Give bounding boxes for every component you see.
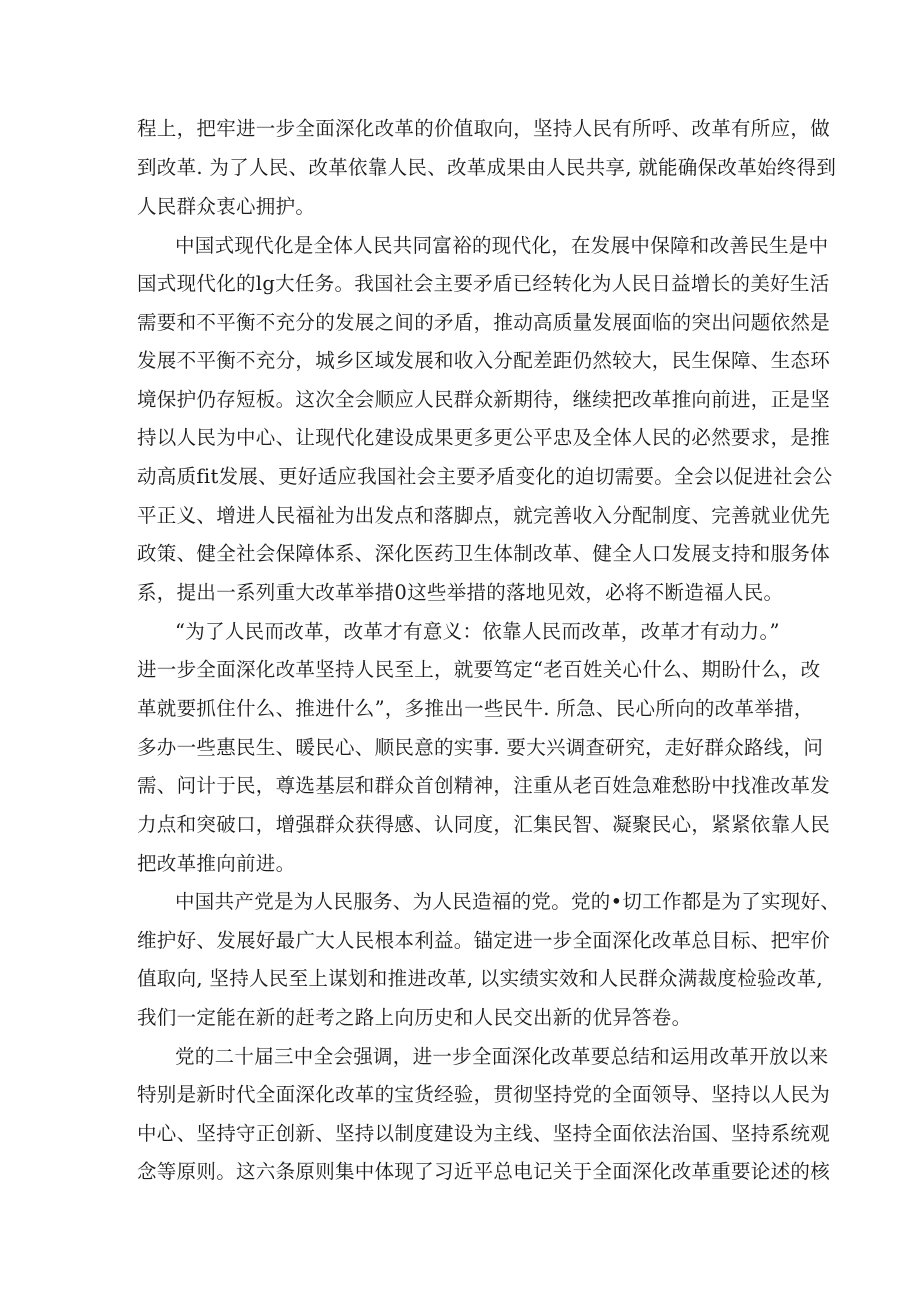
text-line: 到改革. 为了人民、改革依靠人民、改革成果由人民共享, 就能确保改革始终得到 [137,156,837,179]
text-line: 把改革推向前进。 [137,852,296,875]
text-line: 力点和突破口，增强群众获得感、认同度，汇集民智、凝聚民心，紧紧依靠人民 [137,813,831,836]
text-line: 持以人民为中心、让现代化建设成果更多更公平忠及全体人民的必然要求，是推 [137,426,831,449]
text-line: 革就要抓住什么、推进什么”，多推出一些民牛. 所急、民心所向的改革举措， [137,697,814,720]
text-line: 进一步全面深化改革坚持人民至上，就要笃定“老百姓关心什么、期盼什么，改 [137,658,821,681]
text-line: 人民群众衷心拥护。 [137,195,316,218]
text-line: 中心、坚持守正创新、坚持以制度建设为主线、坚持全面依法治国、坚持系统观 [137,1122,831,1145]
text-line: 程上，把牢进一步全面深化改革的价值取向，坚持人民有所呼、改革有所应，做 [137,117,831,140]
text-line: 值取向, 坚持人民至上谋划和推进改革, 以实绩实效和人民群众满裁度检验改革, [137,967,823,990]
text-line: 我们一定能在新的赶考之路上向历史和人民交出新的优异答卷。 [137,1006,692,1029]
text-line: 国式现代化的lg大任务。我国社会主要矛盾已经转化为人民日益增长的美好生活 [137,272,830,295]
text-line: 境保护仍存短板。这次全会顺应人民群众新期待，继续把改革推向前进，正是坚 [137,388,831,411]
text-line: 平正义、增进人民福祉为出发点和落脚点，就完善收入分配制度、完善就业优先 [137,504,831,527]
text-line: 中国式现代化是全体人民共同富裕的现代化，在发展中保障和改善民生是中 [175,234,829,257]
text-line: 系，提出一系列重大改革举措0这些举措的落地见效，必将不断造福人民。 [137,581,784,604]
text-line: 特别是新时代全面深化改革的宝货经验，贯彻坚持党的全面领导、坚持以人民为 [137,1083,831,1106]
text-line: 念等原则。这六条原则集中体现了习近平总电记关于全面深化改革重要论述的核 [137,1160,831,1183]
text-line: 发展不平衡不充分，城乡区域发展和收入分配差距仍然较大，民生保障、生态环 [137,349,831,372]
text-line: 维护好、发展好最广大人民根本利益。锚定进一步全面深化改革总目标、把牢价 [137,929,831,952]
text-line: 多办一些惠民生、暖民心、顺民意的实事. 要大兴调查研究，走好群众路线，问 [137,736,824,759]
text-line: 需要和不平衡不充分的发展之间的矛盾，推动高质量发展面临的突出问题依然是 [137,311,831,334]
text-line: 中国共产党是为人民服务、为人民造福的党。党的•切工作都是为了实现好、 [175,890,841,913]
text-line: 需、问计于民，尊选基层和群众首创精神，注重从老百姓急难愁盼中找准改革发 [137,774,831,797]
text-line: “为了人民而改革，改革才有意义：依靠人民而改革，改革才有动力。” [175,620,780,643]
text-line: 动高质fit发展、更好适应我国社会主要矛盾变化的迫切需要。全会以促进社会公 [137,465,833,488]
text-line: 党的二十届三中全会强调，进一步全面深化改革要总结和运用改革开放以来 [175,1045,829,1068]
text-line: 政策、健全社会保障体系、深化医药卫生体制改革、健全人口发展支持和服务体 [137,542,831,565]
